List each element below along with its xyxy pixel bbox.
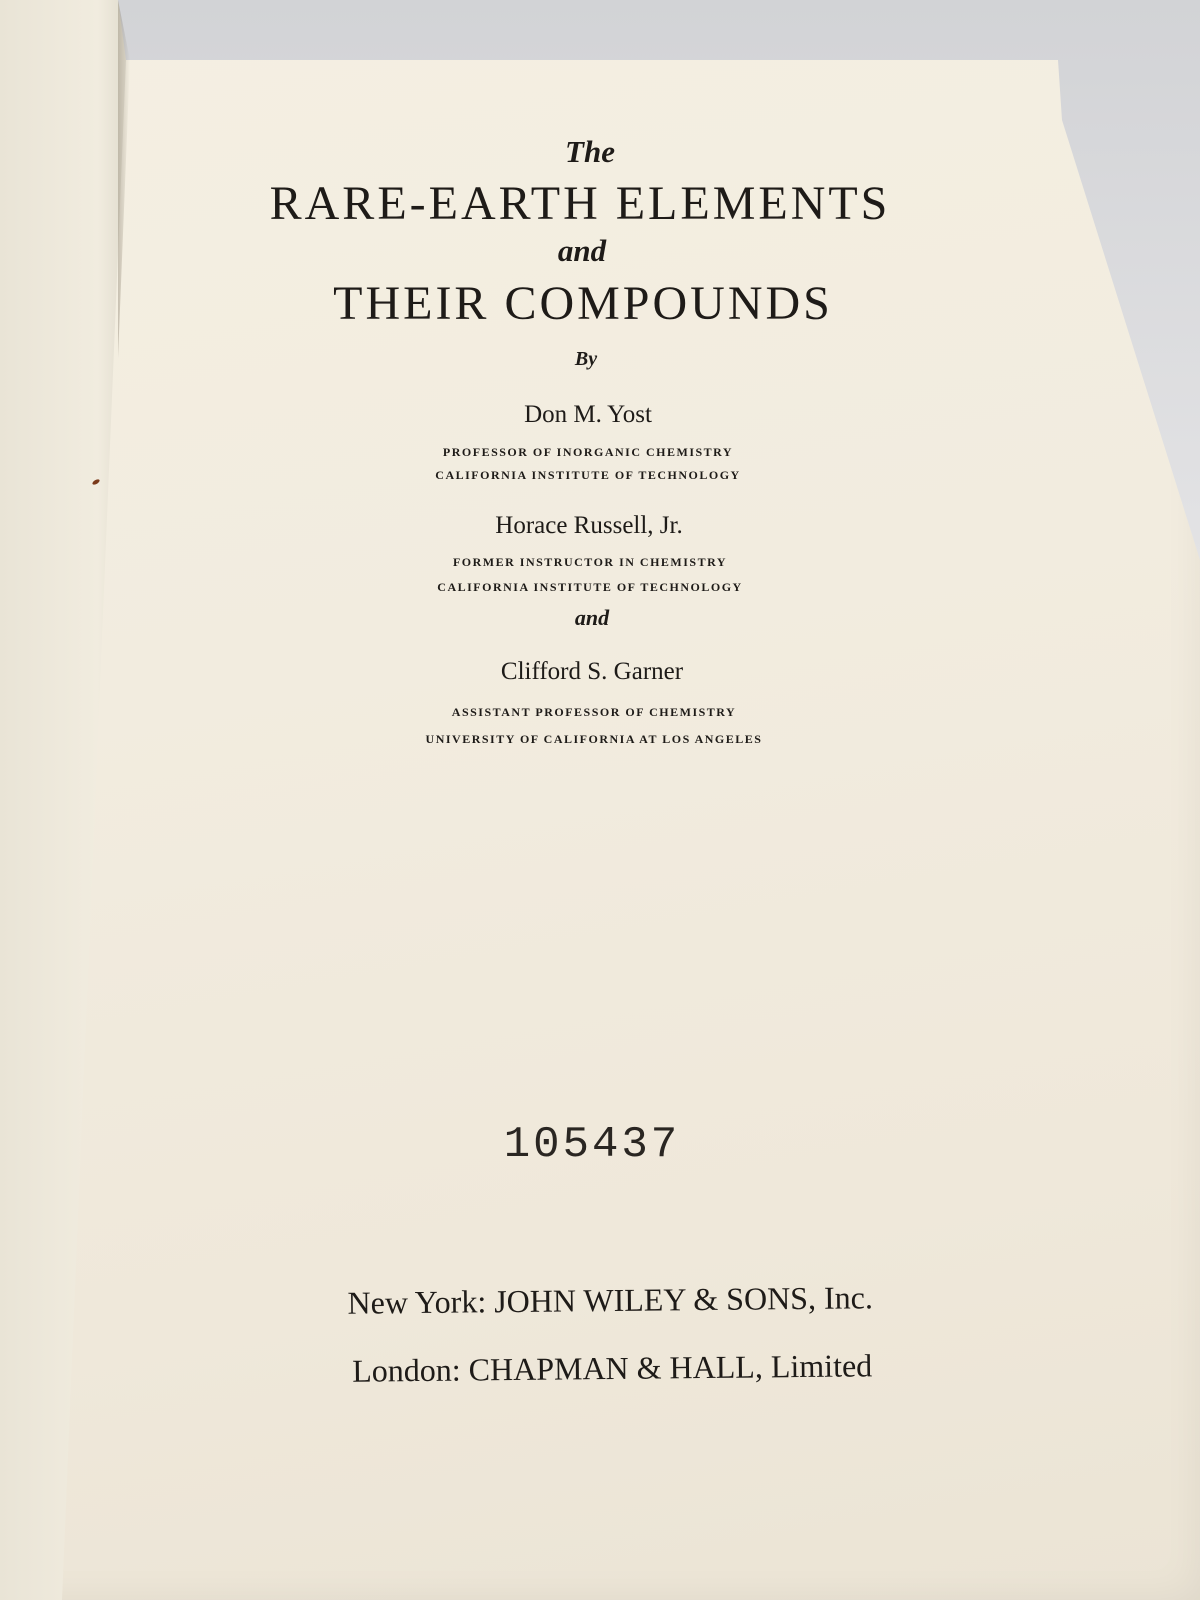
affiliation-text: CALIFORNIA INSTITUTE OF TECHNOLOGY: [435, 468, 741, 482]
book-title-text: RARE-EARTH ELEMENTS: [269, 177, 891, 230]
stamped-number-text: 105437: [503, 1120, 681, 1170]
author-name-text: Horace Russell, Jr.: [495, 512, 683, 539]
affiliation-text: ASSISTANT PROFESSOR OF CHEMISTRY: [451, 705, 737, 719]
affiliation-text: CALIFORNIA INSTITUTE OF TECHNOLOGY: [437, 580, 743, 594]
publisher-text: New York: JOHN WILEY & SONS, Inc.: [347, 1279, 874, 1321]
author-name-text: Clifford S. Garner: [500, 658, 684, 685]
author-name-text: Don M. Yost: [524, 401, 652, 428]
title-and-text: and: [557, 233, 607, 268]
affiliation-text: PROFESSOR OF INORGANIC CHEMISTRY: [442, 445, 734, 459]
affiliation-text: UNIVERSITY OF CALIFORNIA AT LOS ANGELES: [425, 732, 763, 746]
by-text: By: [574, 348, 598, 370]
title-the-text: The: [565, 134, 615, 169]
affiliation-text: FORMER INSTRUCTOR IN CHEMISTRY: [452, 555, 728, 569]
and-connector-text: and: [574, 605, 610, 630]
publisher-text: London: CHAPMAN & HALL, Limited: [352, 1347, 873, 1389]
book-subtitle-text: THEIR COMPOUNDS: [333, 277, 833, 330]
